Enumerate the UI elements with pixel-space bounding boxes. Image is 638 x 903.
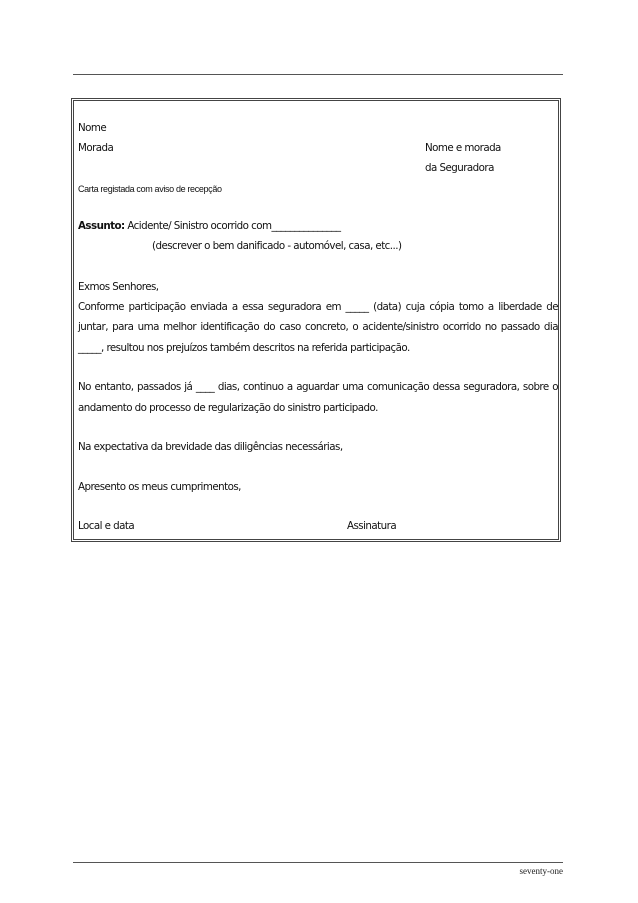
registered-mail-note: Carta registada com aviso de recepção: [78, 184, 222, 194]
recipient-line-2: da Seguradora: [425, 162, 494, 174]
sender-address-label: Morada: [78, 142, 114, 154]
paragraph1-line-1: Conforme participação enviada a essa seguradora em _____ (data) cuja cópia tomo a liberdade de: [78, 301, 558, 313]
letter-template-box: [71, 98, 561, 542]
subject-label: Assunto:: [78, 220, 125, 232]
place-date-label: Local e data: [78, 520, 135, 532]
paragraph2-line-2: andamento do processo de regularização do sinistro participado.: [78, 402, 378, 414]
paragraph1-line-2: juntar, para uma melhor identificação do caso concreto, o acidente/sinistro ocorrido no passado dia: [78, 321, 558, 333]
footer-rule: [73, 862, 563, 863]
salutation: Exmos Senhores,: [78, 281, 159, 293]
paragraph1-line-3: _____, resultou nos prejuízos também descritos na referida participação.: [78, 342, 410, 354]
sender-name-label: Nome: [78, 122, 107, 134]
subject-line: [78, 220, 340, 232]
subject-note: (descrever o bem danificado - automóvel, casa, etc...): [152, 240, 402, 252]
signature-label: Assinatura: [347, 520, 397, 532]
paragraph2-line-1: No entanto, passados já ____ dias, continuo a aguardar uma comunicação dessa seguradora, sobre o: [78, 381, 558, 393]
subject-text: Acidente/ Sinistro ocorrido com_______________: [127, 220, 341, 232]
page-number: seventy-one: [519, 866, 563, 876]
closing: Apresento os meus cumprimentos,: [78, 481, 241, 493]
header-rule: [73, 74, 563, 75]
recipient-line-1: Nome e morada: [425, 142, 501, 154]
paragraph3: Na expectativa da brevidade das diligências necessárias,: [78, 441, 343, 453]
